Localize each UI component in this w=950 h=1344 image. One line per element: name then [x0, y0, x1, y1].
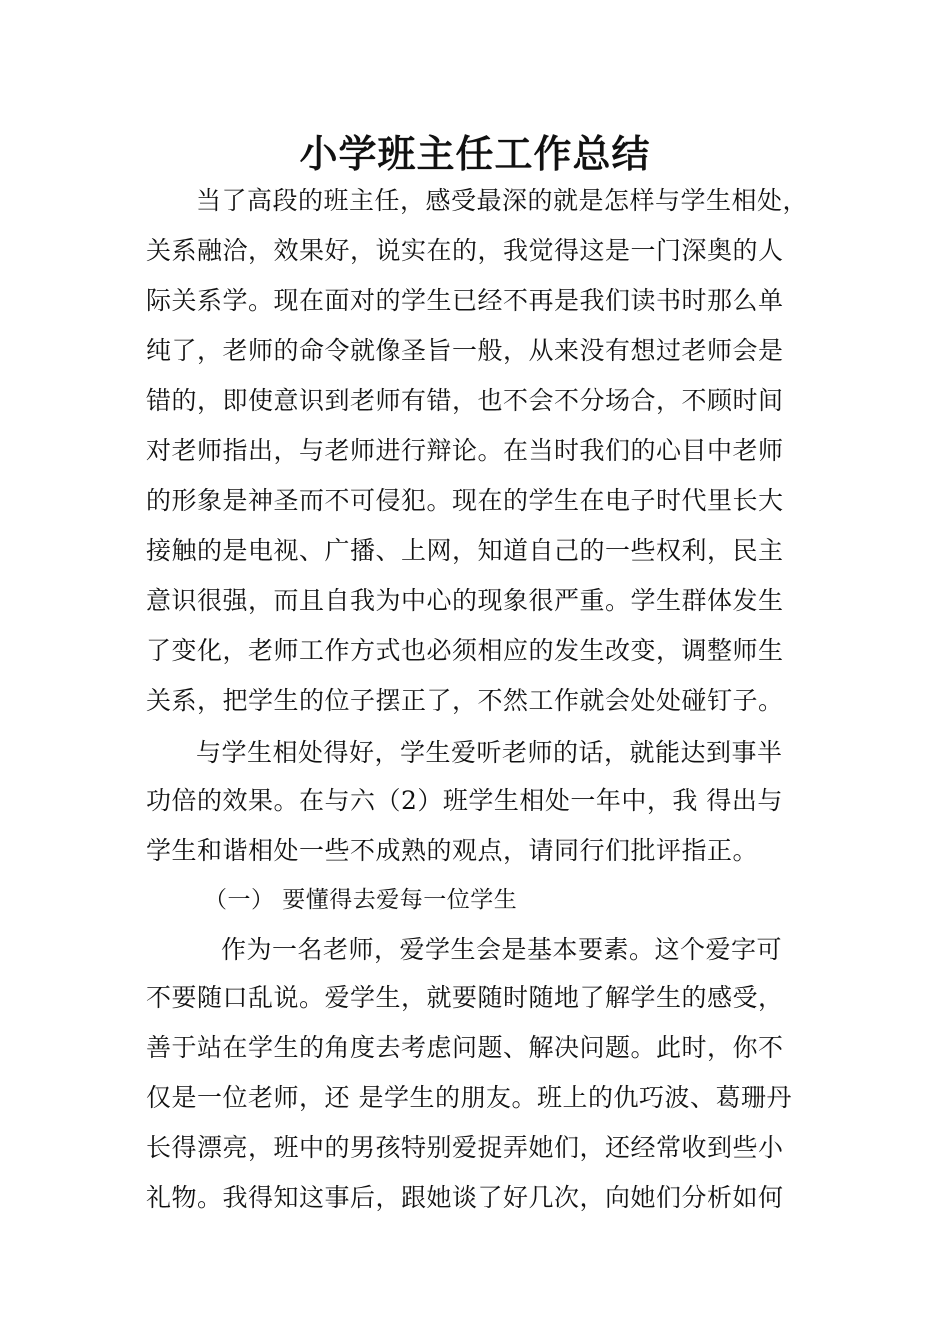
- paragraph-line: 的形象是神圣而不可侵犯。现在的学生在电子时代里长大: [146, 486, 784, 515]
- paragraph-line: 礼物。我得知这事后，跟她谈了好几次，向她们分析如何: [146, 1183, 784, 1212]
- paragraph-line: 当了高段的班主任，感受最深的就是怎样与学生相处，: [196, 186, 809, 215]
- paragraph-line: 意识很强，而且自我为中心的现象很严重。学生群体发生: [146, 586, 784, 615]
- paragraph-line: 与学生相处得好，学生爱听老师的话，就能达到事半: [196, 738, 783, 767]
- paragraph-line: 对老师指出，与老师进行辩论。在当时我们的心目中老师: [146, 436, 784, 465]
- paragraph-line: 仅是一位老师，还 是学生的朋友。班上的仇巧波、葛珊丹: [146, 1083, 792, 1112]
- document-title: 小学班主任工作总结: [299, 131, 651, 176]
- paragraph-line: 长得漂亮，班中的男孩特别爱捉弄她们，还经常收到些小: [146, 1133, 784, 1162]
- paragraph-line: 际关系学。现在面对的学生已经不再是我们读书时那么单: [146, 286, 784, 315]
- paragraph-line: 学生和谐相处一些不成熟的观点，请同行们批评指正。: [146, 836, 759, 865]
- paragraph-line: 作为一名老师，爱学生会是基本要素。这个爱字可: [221, 935, 783, 964]
- paragraph-line: 功倍的效果。在与六（2）班学生相处一年中，我 得出与: [146, 786, 783, 815]
- paragraph-line: 不要随口乱说。爱学生，就要随时随地了解学生的感受，: [146, 983, 784, 1012]
- paragraph-line: 了变化，老师工作方式也必须相应的发生改变，调整师生: [146, 636, 784, 665]
- section-heading: （一） 要懂得去爱每一位学生: [204, 887, 518, 913]
- paragraph-line: 关系融洽，效果好，说实在的，我觉得这是一门深奥的人: [146, 236, 784, 265]
- paragraph-line: 纯了，老师的命令就像圣旨一般，从来没有想过老师会是: [146, 336, 784, 365]
- paragraph-line: 错的，即使意识到老师有错，也不会不分场合，不顾时间: [146, 386, 784, 415]
- paragraph-line: 关系，把学生的位子摆正了，不然工作就会处处碰钉子。: [146, 686, 784, 715]
- paragraph-line: 善于站在学生的角度去考虑问题、解决问题。此时，你不: [146, 1033, 784, 1062]
- paragraph-line: 接触的是电视、广播、上网，知道自己的一些权利，民主: [146, 536, 784, 565]
